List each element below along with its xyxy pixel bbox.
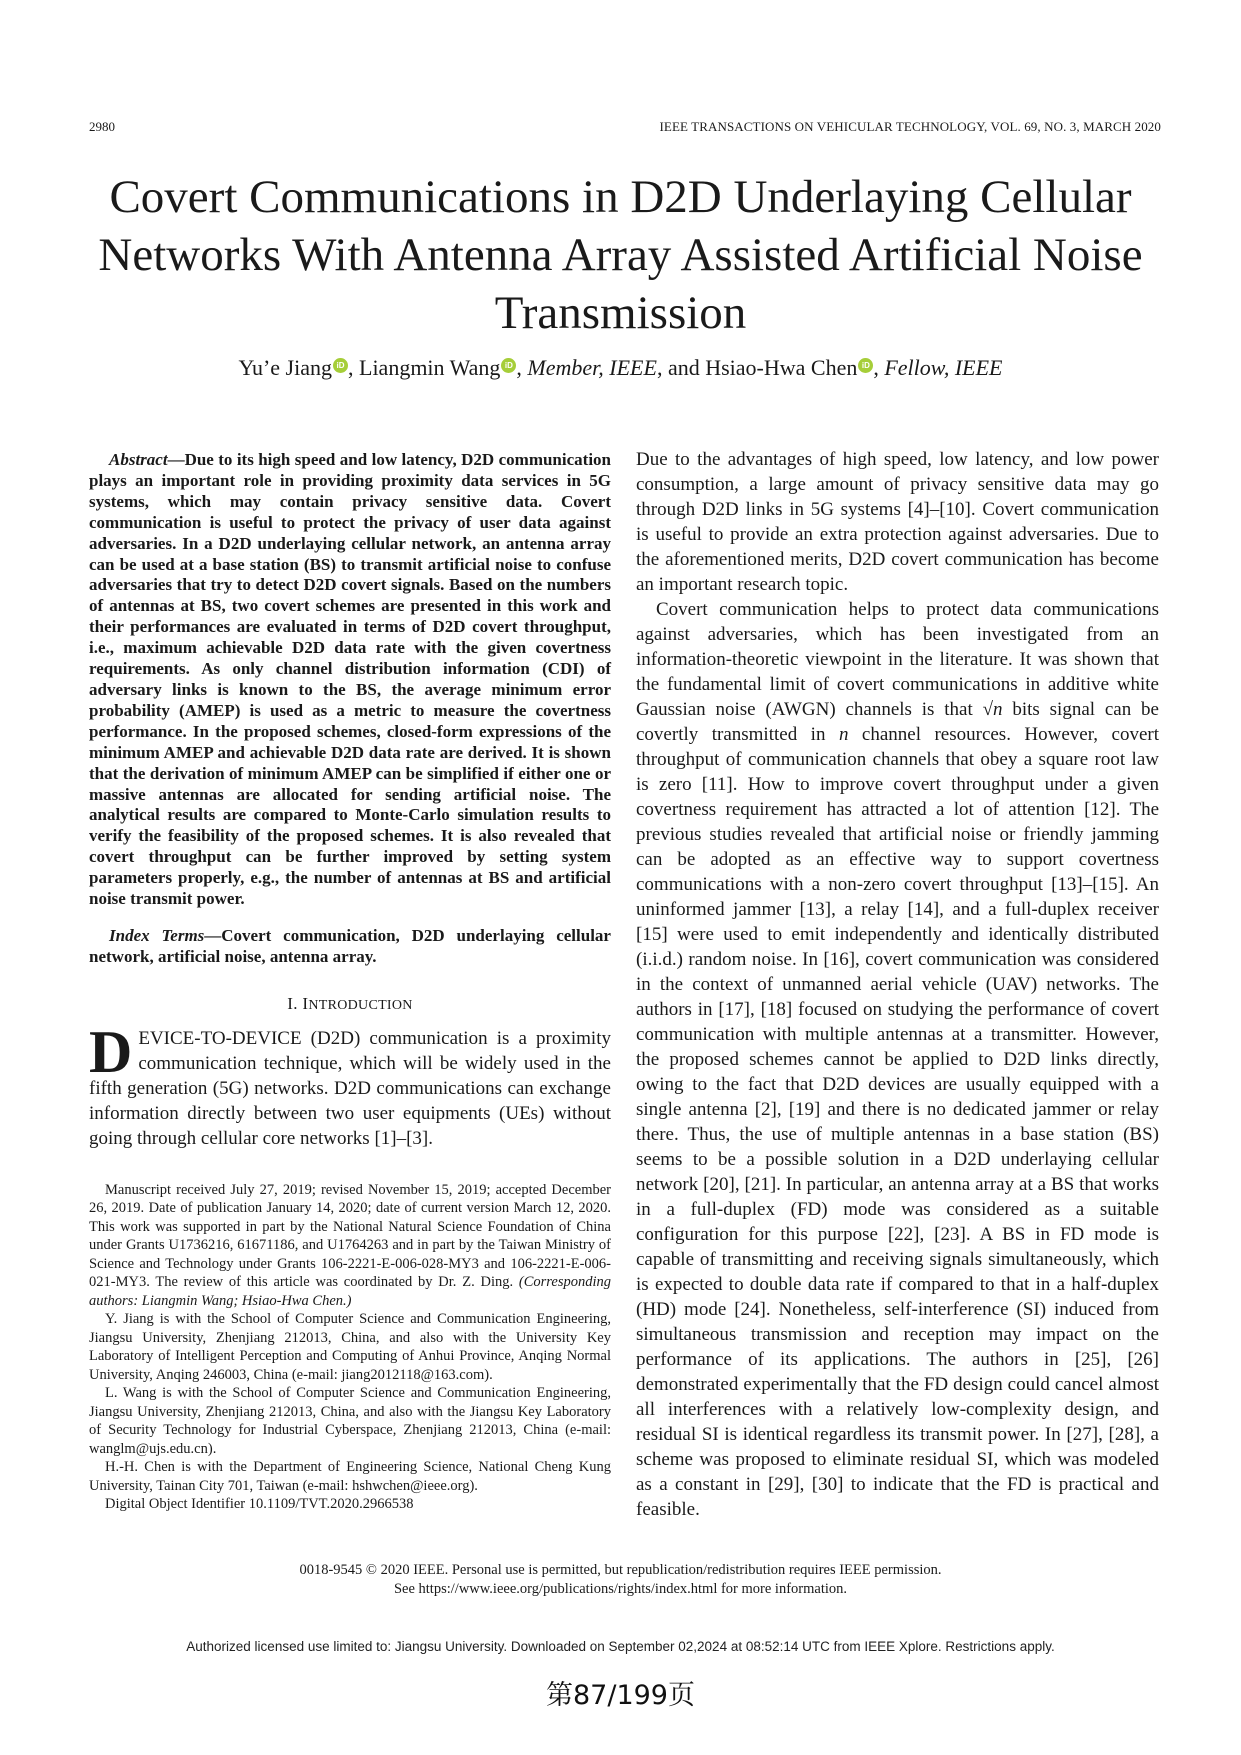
author-separator: , (516, 355, 528, 380)
abstract-text: —Due to its high speed and low latency, D2D communication plays an important role in providing proximity data services in 5G systems, which may contain privacy sensitive data. Covert communication is useful to protect the privacy of user data against adversaries. In a D2D underlaying cellular network, an antenna array can be used at a base station (BS) to transmit artificial noise to confuse adversaries that try to detect D2D covert signals. Based on the numbers of antennas at BS, two covert schemes are presented in this work and their performances are evaluated in terms of D2D covert throughput, i.e., maximum achievable D2D data rate with the given covertness requirements. As only channel distribution information (CDI) of adversary links is known to the BS, the average minimum error probability (AMEP) is used as a metric to measure the covertness performance. In the proposed schemes, closed-form expressions of the minimum AMEP and achievable D2D data rate are derived. It is shown that the derivation of minimum AMEP can be simplified if either one or massive antennas are allocated for sending artificial noise. The analytical results are compared to Monte-Carlo simulation results to verify the feasibility of the proposed schemes. It is also revealed that covert throughput can be further improved by setting system parameters properly, e.g., the number of antennas at BS and artificial noise transmit power. (89, 450, 611, 909)
author-name: Hsiao-Hwa Chen (705, 355, 858, 380)
index-terms (89, 926, 611, 968)
left-column (89, 450, 611, 1514)
n-math: n (838, 724, 849, 745)
journal-header: IEEE TRANSACTIONS ON VEHICULAR TECHNOLOGY, VOL. 69, NO. 3, MARCH 2020 (659, 119, 1161, 134)
footnote-doi: Digital Object Identifier 10.1109/TVT.2020.2966538 (105, 1496, 414, 1513)
intro-paragraph: DEVICE-TO-DEVICE (D2D) communication is a proximity communication technique, which will be widely used in the fifth generation (5G) networks. D2D communications can exchange information directly between two user equipments (UEs) without going through cellular core networks [1]–[3]. (89, 1018, 611, 1149)
author-role: Member, IEEE (527, 355, 657, 380)
author-separator: , and (656, 355, 706, 380)
author-role: Fellow, IEEE (884, 355, 1003, 380)
right-column (636, 447, 1159, 1522)
section-heading: I. INTRODUCTION (287, 993, 413, 1013)
paper-title: Covert Communications in D2D Underlaying Cellular Networks With Antenna Array Assisted Artificial Noise Transmission (98, 171, 1143, 339)
abstract (89, 450, 611, 910)
sqrt-n-math: √n (982, 699, 1003, 720)
page-counter: 第87/199页 (546, 1680, 695, 1711)
orcid-icon[interactable]: iD (501, 358, 516, 373)
author-separator: , (348, 355, 359, 380)
index-terms-text: —Covert communication, D2D underlaying cellular network, artificial noise, antenna array. (89, 925, 611, 966)
download-notice: Authorized licensed use limited to: Jiangsu University. Downloaded on September 02,2024 at 08:52:14 UTC from IEEE Xplore. Restrictions apply. (186, 1639, 1055, 1654)
index-terms-label: Index Terms (109, 925, 205, 945)
orcid-icon[interactable]: iD (858, 358, 873, 373)
copyright-notice (0, 1561, 1241, 1599)
author-separator: , (873, 355, 885, 380)
copyright-line: 0018-9545 © 2020 IEEE. Personal use is permitted, but republication/redistribution requires IEEE permission. (299, 1562, 942, 1578)
footnote-manuscript: Manuscript received July 27, 2019; revised November 15, 2019; accepted December 26, 2019. Date of publication January 14, 2020; date of current version March 12, 2020. This work was supported in part by the National Natural Science Foundation of China under Grants U1736216, 61671186, and U1764263 and in part by the Taiwan Ministry of Science and Technology under Grants 106-2221-E-006-028-MY3 and 106-2221-E-006-021-MY3. The review of this article was coordinated by Dr. Z. Ding. (Corresponding authors: Liangmin Wang; Hsiao-Hwa Chen.) (89, 1181, 611, 1309)
footnote-affiliation: H.-H. Chen is with the Department of Engineering Science, National Cheng Kung University, Tainan City 701, Taiwan (e-mail: hshwchen@ieee.org). (89, 1459, 611, 1494)
abstract-label: Abstract (109, 450, 168, 469)
author-name: Liangmin Wang (359, 355, 501, 380)
copyright-link-line[interactable]: See https://www.ieee.org/publications/rights/index.html for more information. (393, 1581, 848, 1597)
author-name: Yu’e Jiang (238, 355, 332, 380)
body-paragraph: Covert communication helps to protect data communications against adversaries, which has been investigated from an information-theoretic viewpoint in the literature. It was shown that the fundamental limit of covert communications in additive white Gaussian noise (AWGN) channels is that √n bits signal can be covertly transmitted in n channel resources. However, covert throughput of communication channels that obey a square root law is zero [11]. How to improve covert throughput under a given covertness requirement has attracted a lot of attention [12]. The previous studies revealed that artificial noise or friendly jamming can be adopted as an effective way to support covertness communications with a non-zero covert throughput [13]–[15]. An uninformed jammer [13], a relay [14], and a full-duplex receiver [15] were used to emit independently and identically distributed (i.i.d.) random noise. In [16], covert communication was considered in the context of unmanned aerial vehicle (UAV) networks. The authors in [17], [18] focused on studying the performance of covert communication with multiple antennas at a transmitter. However, the proposed schemes cannot be applied to D2D links directly, owing to the fact that D2D devices are usually equipped with a single antenna [2], [19] and there is no dedicated jammer or relay there. Thus, the use of multiple antennas in a base station (BS) seems to be a possible solution in a D2D underlaying cellular network [20], [21]. In particular, an antenna array at a BS that works in a full-duplex (FD) mode was considered as a suitable configuration for this purpose [22], [23]. A BS in FD mode is capable of transmitting and receiving signals simultaneously, which is expected to double data rate if compared to that in a half-duplex (HD) mode [24]. Nonetheless, self-interference (SI) induced from simultaneous transmission and reception may impact on the performance of its applications. The authors in [25], [26] demonstrated experimentally that the FD design could cancel almost all interferences with a relatively low-complexity design, and residual SI is identical regardless its transmit power. In [27], [28], a scheme was proposed to eliminate residual SI, which was modeled as a constant in [29], [30] to indicate that the FD is practical and feasible. (636, 599, 1159, 1520)
footnotes (89, 1181, 611, 1514)
orcid-icon[interactable]: iD (333, 358, 348, 373)
author-line (0, 355, 1241, 381)
page-number: 2980 (89, 119, 115, 134)
body-paragraph: Due to the advantages of high speed, low latency, and low power consumption, a large amount of privacy sensitive data may go through D2D links in 5G systems [4]–[10]. Covert communication is useful to provide an extra protection against adversaries. Due to the aforementioned merits, D2D covert communication has become an important research topic. (636, 449, 1159, 595)
footnote-affiliation: L. Wang is with the School of Computer Science and Communication Engineering, Jiangsu University, Zhenjiang 212013, China, and also with the Jiangsu Key Laboratory of Security Technology for Industrial Cyberspace, Zhenjiang 212013, China (e-mail: wanglm@ujs.edu.cn). (89, 1385, 611, 1457)
drop-cap: D (89, 1018, 133, 1085)
footnote-affiliation: Y. Jiang is with the School of Computer Science and Communication Engineering, Jiangsu University, Zhenjiang 212013, China, and also with the University Key Laboratory of Intelligent Perception and Computing of Anhui Province, Anqing Normal University, Anqing 246003, China (e-mail: jiang2012118@163.com). (89, 1311, 611, 1383)
